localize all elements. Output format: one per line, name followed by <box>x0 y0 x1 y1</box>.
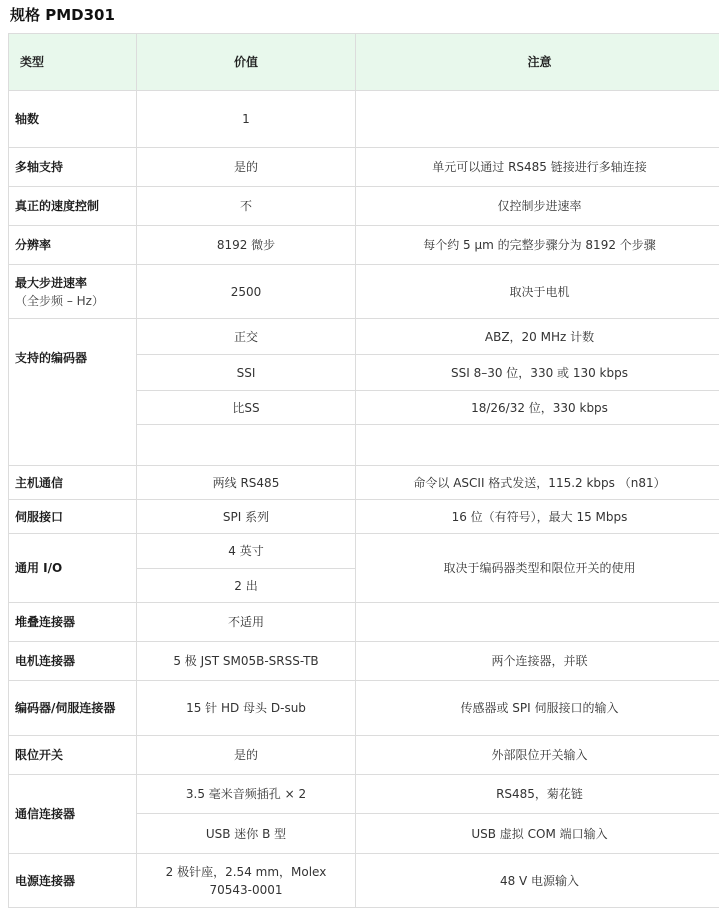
header-type: 类型 <box>9 34 137 91</box>
row-type-label: 最大步进速率 <box>15 275 88 290</box>
table-row <box>9 642 719 681</box>
row-note: 16 位（有符号），最大 15 Mbps <box>356 500 719 534</box>
table-row <box>9 500 719 534</box>
row-type: 主机通信 <box>9 466 137 500</box>
row-value: 2500 <box>137 265 356 319</box>
row-note: 两个连接器，并联 <box>356 642 719 681</box>
row-value: 3.5 毫米音频插孔 × 2 <box>137 775 356 814</box>
table-row <box>9 265 719 319</box>
row-note: RS485，菊花链 <box>356 775 719 814</box>
row-value: 2 极针座，2.54 mm，Molex 70543-0001 <box>137 854 356 908</box>
row-value: 5 极 JST SM05B-SRSS-TB <box>137 642 356 681</box>
row-value: SPI 系列 <box>137 500 356 534</box>
row-type: 轴数 <box>9 91 137 148</box>
header-note: 注意 <box>356 34 719 91</box>
row-type: 伺服接口 <box>9 500 137 534</box>
row-note: 外部限位开关输入 <box>356 736 719 775</box>
table-row <box>9 603 719 642</box>
row-type: 电源连接器 <box>9 854 137 908</box>
table-row <box>9 226 719 265</box>
table-row <box>9 91 719 148</box>
row-value: 1 <box>137 91 356 148</box>
row-note: 命令以 ASCII 格式发送，115.2 kbps （n81） <box>356 466 719 500</box>
row-note <box>356 603 719 642</box>
table-row <box>9 187 719 226</box>
row-note: 取决于编码器类型和限位开关的使用 <box>356 534 719 603</box>
row-type: 电机连接器 <box>9 642 137 681</box>
table-row <box>9 854 719 908</box>
row-value <box>137 425 356 466</box>
row-type: 分辨率 <box>9 226 137 265</box>
table-row <box>9 466 719 500</box>
table-row <box>9 681 719 736</box>
row-note: 48 V 电源输入 <box>356 854 719 908</box>
row-note: SSI 8–30 位，330 或 130 kbps <box>356 355 719 391</box>
table-row <box>9 534 719 569</box>
row-value: 8192 微步 <box>137 226 356 265</box>
row-value: 两线 RS485 <box>137 466 356 500</box>
row-note: 传感器或 SPI 伺服接口的输入 <box>356 681 719 736</box>
row-value: 4 英寸 <box>137 534 356 569</box>
row-value: 不 <box>137 187 356 226</box>
row-value: SSI <box>137 355 356 391</box>
row-type: 编码器/伺服连接器 <box>9 681 137 736</box>
table-header-row <box>9 34 719 91</box>
row-note: 取决于电机 <box>356 265 719 319</box>
table-row <box>9 319 719 355</box>
table-row <box>9 775 719 814</box>
row-note <box>356 425 719 466</box>
row-type: 通用 I/O <box>9 534 137 603</box>
header-value: 价值 <box>137 34 356 91</box>
row-type: 限位开关 <box>9 736 137 775</box>
row-type: 堆叠连接器 <box>9 603 137 642</box>
table-row <box>9 148 719 187</box>
row-value: 15 针 HD 母头 D-sub <box>137 681 356 736</box>
row-type <box>9 265 137 319</box>
row-type: 真正的速度控制 <box>9 187 137 226</box>
row-value: 是的 <box>137 736 356 775</box>
page-title: 规格 PMD301 <box>10 6 115 24</box>
row-value: 比SS <box>137 391 356 425</box>
row-note: 单元可以通过 RS485 链接进行多轴连接 <box>356 148 719 187</box>
row-note: ABZ，20 MHz 计数 <box>356 319 719 355</box>
row-type-sublabel: （全步频 – Hz） <box>15 293 104 308</box>
spec-table <box>8 33 719 908</box>
row-note: USB 虚拟 COM 端口输入 <box>356 814 719 854</box>
row-value: 2 出 <box>137 569 356 603</box>
row-value: 正交 <box>137 319 356 355</box>
row-note: 仅控制步进速率 <box>356 187 719 226</box>
row-type: 通信连接器 <box>9 775 137 854</box>
table-row <box>9 736 719 775</box>
row-value: 不适用 <box>137 603 356 642</box>
row-note <box>356 91 719 148</box>
row-note: 18/26/32 位，330 kbps <box>356 391 719 425</box>
row-type: 支持的编码器 <box>9 319 137 466</box>
row-note: 每个约 5 µm 的完整步骤分为 8192 个步骤 <box>356 226 719 265</box>
row-value: USB 迷你 B 型 <box>137 814 356 854</box>
row-type: 多轴支持 <box>9 148 137 187</box>
row-value: 是的 <box>137 148 356 187</box>
